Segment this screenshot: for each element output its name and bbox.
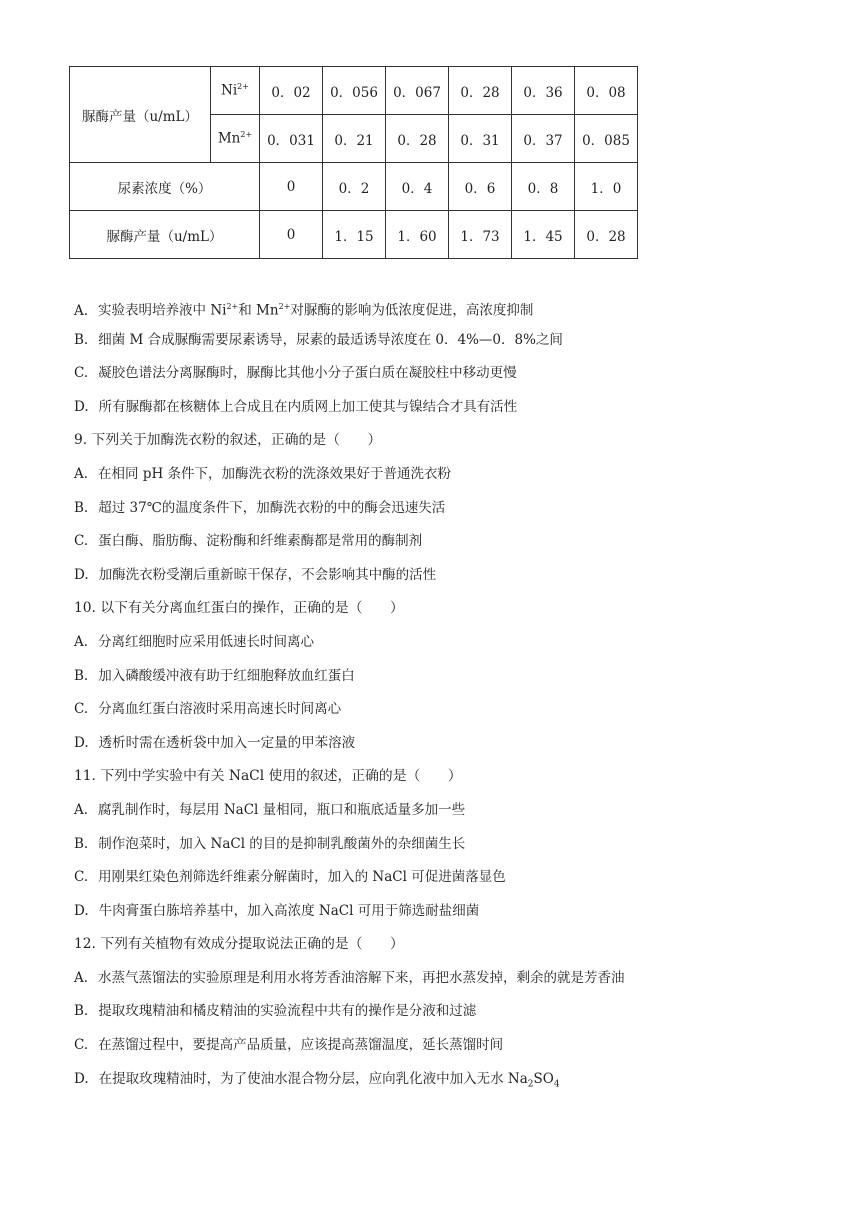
question-stem [74,592,625,626]
line-text: 用刚果红染色剂筛选纤维素分解菌时，加入的 NaCl 可促进菌落显色 [98,869,506,886]
line-text: 超过 37℃的温度条件下，加酶洗衣粉的中的酶会迅速失活 [98,499,446,516]
answer-option [74,391,625,425]
line-text: SO [533,1070,554,1087]
line-text: 所有脲酶都在核糖体上合成且在内质网上加工使其与镍结合才具有活性 [98,398,518,415]
table-cell: 0．31 [449,115,512,163]
line-text: 9. 下列关于加酶洗衣粉的叙述，正确的是（ ） [74,432,382,449]
question-list [74,290,625,1096]
option-letter: A. [74,465,89,482]
table-cell: 0．36 [512,67,575,115]
answer-option [74,1029,625,1063]
table-cell: 0．28 [449,67,512,115]
table-cell: 0．02 [260,67,323,115]
answer-option [74,525,625,559]
line-text: 分离血红蛋白溶液时采用高速长时间离心 [98,701,342,718]
table-cell: 0．067 [386,67,449,115]
option-letter: C. [74,1037,89,1054]
table-row [70,67,638,115]
question-stem [74,424,625,458]
answer-option [74,458,625,492]
table-cell: 0．2 [323,163,386,211]
option-letter: C. [74,533,89,550]
line-text: 加酶洗衣粉受潮后重新晾干保存，不会影响其中酶的活性 [98,566,437,583]
enzyme-data-table [69,66,638,259]
line-text: 水蒸气蒸馏法的实验原理是利用水将芳香油溶解下来，再把水蒸发掉，剩余的就是芳香油 [98,969,625,986]
line-text: 细菌 M 合成脲酶需要尿素诱导，尿素的最适诱导浓度在 0．4%—0．8%之间 [98,331,563,348]
option-letter: D. [74,398,89,415]
option-letter: A. [74,801,89,818]
option-letter: B. [74,331,89,348]
option-letter: B. [74,499,89,516]
option-letter: B. [74,1003,89,1020]
table-cell: 0．28 [575,211,638,259]
line-text: 10. 以下有关分离血红蛋白的操作，正确的是（ ） [74,600,404,617]
line-text: 在蒸馏过程中，要提高产品质量，应该提高蒸馏温度，延长蒸馏时间 [98,1037,504,1054]
table-cell: 1．45 [512,211,575,259]
line-text: 对脲酶的影响为低浓度促进，高浓度抑制 [290,302,534,319]
ion-label-ni: $Ni^{2+}$ [211,67,260,115]
answer-option [74,895,625,929]
answer-option [74,727,625,761]
table-cell: 1．0 [575,163,638,211]
row-header-yield: 脲酶产量（u/mL） [70,211,260,259]
line-text: 凝胶色谱法分离脲酶时，脲酶比其他小分子蛋白质在凝胶柱中移动更慢 [98,365,517,382]
table-cell: 0．6 [449,163,512,211]
table-row [70,211,638,259]
line-text: 牛肉膏蛋白胨培养基中，加入高浓度 NaCl 可用于筛选耐盐细菌 [98,902,480,919]
line-text: 2+ [278,302,291,311]
ion-label-mn: $Mn^{2+}$ [211,115,260,163]
option-letter: D. [74,566,89,583]
line-text: 蛋白酶、脂肪酶、淀粉酶和纤维素酶都是常用的酶制剂 [98,533,423,550]
table-cell: 0 [260,163,323,211]
answer-option [74,794,625,828]
answer-option [74,290,625,324]
answer-option [74,559,625,593]
line-text: 在相同 pH 条件下，加酶洗衣粉的洗涤效果好于普通洗衣粉 [98,465,452,482]
table-cell: 1．73 [449,211,512,259]
table-cell: 0．21 [323,115,386,163]
answer-option [74,861,625,895]
line-text: 2+ [226,302,239,311]
option-letter: C. [74,701,89,718]
question-stem [74,760,625,794]
answer-option [74,324,625,358]
answer-option [74,995,625,1029]
option-letter: B. [74,835,89,852]
option-letter: D. [74,734,89,751]
row-header-urea: 尿素浓度（%） [70,163,260,211]
line-text: 透析时需在透析袋中加入一定量的甲苯溶液 [98,734,356,751]
table-cell: 0．28 [386,115,449,163]
option-letter: D. [74,1070,89,1087]
option-letter: A. [74,302,89,319]
answer-option [74,357,625,391]
table-cell: 0．8 [512,163,575,211]
line-text: 2 [527,1079,534,1090]
answer-option [74,626,625,660]
option-letter: A. [74,633,89,650]
table-cell: 1．15 [323,211,386,259]
line-text: 腐乳制作时，每层用 NaCl 量相同，瓶口和瓶底适量多加一些 [98,801,466,818]
line-text: 11. 下列中学实验中有关 NaCl 使用的叙述，正确的是（ ） [74,768,462,785]
answer-option [74,1063,625,1097]
table-cell: 0 [260,211,323,259]
answer-option [74,693,625,727]
option-letter: C. [74,365,89,382]
table-cell: 0．4 [386,163,449,211]
line-text: 实验表明培养液中 Ni [98,302,227,319]
answer-option [74,660,625,694]
table-cell: 0．37 [512,115,575,163]
table-cell: 1．60 [386,211,449,259]
line-text: 4 [553,1079,560,1090]
option-letter: D. [74,902,89,919]
line-text: 加入磷酸缓冲液有助于红细胞释放血红蛋白 [98,667,355,684]
answer-option [74,962,625,996]
row-header-enzyme-yield: 脲酶产量（u/mL） [70,67,211,163]
question-stem [74,928,625,962]
line-text: 提取玫瑰精油和橘皮精油的实验流程中共有的操作是分液和过滤 [98,1003,477,1020]
line-text: 制作泡菜时，加入 NaCl 的目的是抑制乳酸菌外的杂细菌生长 [98,835,466,852]
option-letter: A. [74,969,89,986]
table-row [70,163,638,211]
line-text: 在提取玫瑰精油时，为了使油水混合物分层，应向乳化液中加入无水 Na [98,1070,528,1087]
option-letter: C. [74,869,89,886]
answer-option [74,828,625,862]
table-cell: 0．085 [575,115,638,163]
table-cell: 0．08 [575,67,638,115]
table-cell: 0．056 [323,67,386,115]
table-cell: 0．031 [260,115,323,163]
answer-option [74,492,625,526]
line-text: 12. 下列有关植物有效成分提取说法正确的是（ ） [74,936,404,953]
line-text: 和 Mn [238,302,279,319]
line-text: 分离红细胞时应采用低速长时间离心 [98,633,315,650]
option-letter: B. [74,667,89,684]
